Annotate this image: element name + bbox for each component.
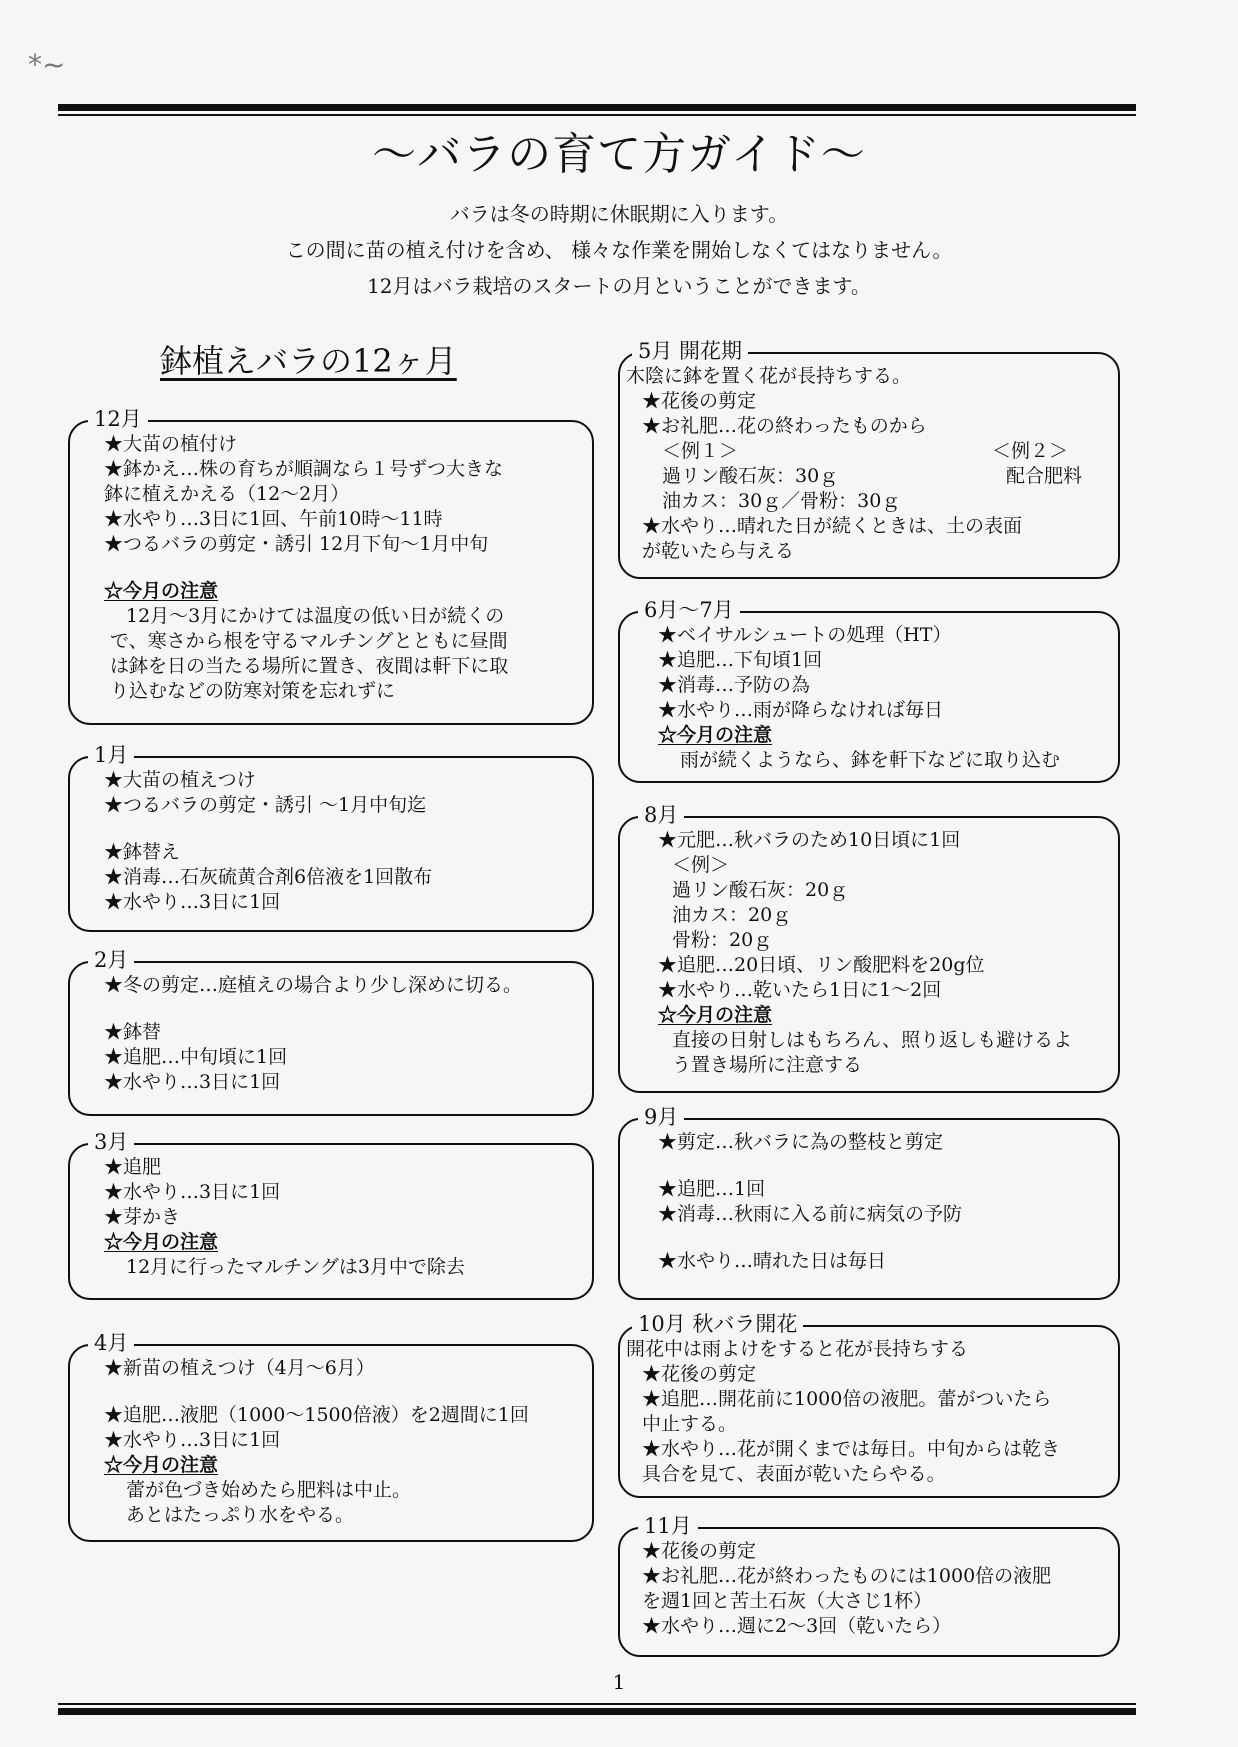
month-box-may: [618, 339, 1120, 579]
item-line: ★水やり…晴れた日は毎日: [658, 1250, 887, 1272]
item-line: ★消毒…石灰硫黄合剤6倍液を1回散布: [104, 866, 433, 888]
intro: [0, 196, 1238, 304]
page-number: 1: [612, 1670, 626, 1694]
item-line: が乾いたら与える: [642, 540, 795, 562]
bottom-rule: [58, 1703, 1136, 1715]
month-box-november: [618, 1514, 1120, 1657]
item-line: ★追肥…1回: [658, 1178, 766, 1200]
note-heading: ☆今月の注意: [104, 1231, 219, 1253]
item-line: ★お礼肥…花の終わったものから: [642, 415, 927, 437]
lead-line: 木陰に鉢を置く花が長持ちする。: [626, 365, 912, 387]
example-label: ＜例２＞: [991, 440, 1068, 462]
month-label: 12月: [88, 406, 148, 432]
item-line: ★剪定…秋バラに為の整枝と剪定: [658, 1131, 944, 1153]
example-line: 骨粉：20ｇ: [672, 929, 773, 951]
item-line: ★ベイサルシュートの処理（HT）: [658, 624, 952, 646]
note-line: 蕾が色づき始めたら肥料は中止。: [126, 1479, 412, 1501]
item-line: ★追肥…液肥（1000～1500倍液）を2週間に1回: [104, 1404, 529, 1426]
scribble-mark: *~: [28, 48, 66, 81]
intro-line: この間に苗の植え付けを含め、 様々な作業を開始しなくてはなりません。: [285, 238, 953, 262]
item-line: ★水やり…晴れた日が続くときは、土の表面: [642, 515, 1023, 537]
note-line: 12月に行ったマルチングは3月中で除去: [126, 1256, 465, 1278]
item-line: 鉢に植えかえる（12～2月）: [104, 483, 350, 505]
item-line: ★花後の剪定: [642, 390, 757, 412]
item-line: ★水やり…3日に1回、午前10時～11時: [104, 508, 443, 530]
month-label: 3月: [88, 1129, 134, 1155]
item-line: ★鉢替え: [104, 841, 181, 863]
item-line: ★元肥…秋バラのため10日頃に1回: [658, 829, 961, 851]
note-line: 直接の日射しはもちろん、照り返しも避けるよ: [672, 1029, 1073, 1051]
item-line: ★冬の剪定…庭植えの場合より少し深めに切る。: [104, 974, 523, 996]
month-box-april: [68, 1331, 594, 1542]
item-line: ★水やり…雨が降らなければ毎日: [658, 699, 944, 721]
item-line: 中止する。: [642, 1413, 738, 1435]
item-line: 具合を見て、表面が乾いたらやる。: [642, 1463, 946, 1485]
lead-line: 開花中は雨よけをすると花が長持ちする: [626, 1338, 969, 1360]
item-line: ★鉢替: [104, 1021, 162, 1043]
note-heading: ☆今月の注意: [658, 1004, 773, 1026]
section-heading: 鉢植えバラの12ヶ月: [160, 342, 457, 380]
month-label: 4月: [88, 1330, 134, 1356]
note-line: 12月～3月にかけては温度の低い日が続くの: [126, 605, 505, 627]
item-line: ★追肥: [104, 1156, 162, 1178]
item-line: ★追肥…20日頃、リン酸肥料を20g位: [658, 954, 985, 976]
item-line: ★新苗の植えつけ（4月～6月）: [104, 1357, 375, 1379]
example-line: 油カス：30ｇ／骨粉：30ｇ: [662, 490, 901, 512]
note-heading: ☆今月の注意: [104, 580, 219, 602]
month-label: 1月: [88, 742, 134, 768]
note-line: り込むなどの防寒対策を忘れずに: [110, 680, 396, 702]
note-heading: ☆今月の注意: [104, 1454, 219, 1476]
month-label: 6月～7月: [638, 597, 740, 623]
note-line: う置き場所に注意する: [672, 1054, 863, 1076]
example-line: 過リン酸石灰：30ｇ: [662, 465, 839, 487]
month-label: 11月: [638, 1513, 698, 1539]
example-label: ＜例１＞: [662, 440, 739, 462]
month-box-december: [68, 407, 594, 725]
example-label: ＜例＞: [672, 854, 730, 876]
item-line: ★花後の剪定: [642, 1540, 757, 1562]
note-line: あとはたっぷり水をやる。: [126, 1504, 355, 1526]
note-heading: ☆今月の注意: [658, 724, 773, 746]
item-line: ★花後の剪定: [642, 1363, 757, 1385]
item-line: ★つるバラの剪定・誘引 12月下旬～1月中旬: [104, 533, 489, 555]
note-line: 雨が続くようなら、鉢を軒下などに取り込む: [680, 749, 1061, 771]
item-line: ★芽かき: [104, 1206, 181, 1228]
item-line: ★水やり…3日に1回: [104, 891, 281, 913]
example-line: 油カス：20ｇ: [672, 904, 792, 926]
item-line: ★追肥…下旬頃1回: [658, 649, 823, 671]
item-line: ★鉢かえ…株の育ちが順調なら１号ずつ大きな: [104, 458, 504, 480]
item-line: ★消毒…予防の為: [658, 674, 811, 696]
top-rule: [58, 104, 1136, 116]
item-line: ★お礼肥…花が終わったものには1000倍の液肥: [642, 1565, 1052, 1587]
month-label: 10月 秋バラ開花: [632, 1311, 803, 1337]
month-label: 8月: [638, 802, 684, 828]
month-box-march: [68, 1130, 594, 1300]
note-line: で、寒さから根を守るマルチングとともに昼間: [110, 630, 508, 652]
note-line: は鉢を日の当たる場所に置き、夜間は軒下に取: [110, 655, 509, 677]
page-title: ～バラの育て方ガイド～: [372, 129, 866, 180]
item-line: ★追肥…開花前に1000倍の液肥。蕾がついたら: [642, 1388, 1052, 1410]
item-line: ★水やり…乾いたら1日に1～2回: [658, 979, 942, 1001]
item-line: ★消毒…秋雨に入る前に病気の予防: [658, 1203, 963, 1225]
item-line: ★大苗の植えつけ: [104, 769, 256, 791]
month-label: 2月: [88, 947, 134, 973]
month-box-february: [68, 948, 594, 1116]
example-line: 過リン酸石灰：20ｇ: [672, 879, 849, 901]
month-label: 9月: [638, 1104, 684, 1130]
intro-line: バラは冬の時期に休眠期に入ります。: [449, 202, 789, 226]
month-box-october: [618, 1312, 1120, 1498]
item-line: ★水やり…花が開くまでは毎日。中旬からは乾き: [642, 1438, 1061, 1460]
item-line: ★水やり…3日に1回: [104, 1181, 281, 1203]
item-line: ★水やり…3日に1回: [104, 1071, 281, 1093]
item-line: ★水やり…週に2～3回（乾いたら）: [642, 1615, 952, 1637]
month-box-august: [618, 803, 1120, 1093]
example-note: 配合肥料: [1005, 465, 1082, 487]
item-line: ★大苗の植付け: [104, 433, 238, 455]
item-line: ★水やり…3日に1回: [104, 1429, 281, 1451]
month-box-september: [618, 1105, 1120, 1300]
intro-line: 12月はバラ栽培のスタートの月ということができます。: [367, 274, 871, 298]
month-box-january: [68, 743, 594, 932]
item-line: ★つるバラの剪定・誘引 ～1月中旬迄: [104, 794, 427, 816]
month-label: 5月 開花期: [632, 338, 748, 364]
item-line: を週1回と苦土石灰（大さじ1杯）: [642, 1590, 933, 1612]
month-box-june-july: [618, 598, 1120, 783]
item-line: ★追肥…中旬頃に1回: [104, 1046, 288, 1068]
